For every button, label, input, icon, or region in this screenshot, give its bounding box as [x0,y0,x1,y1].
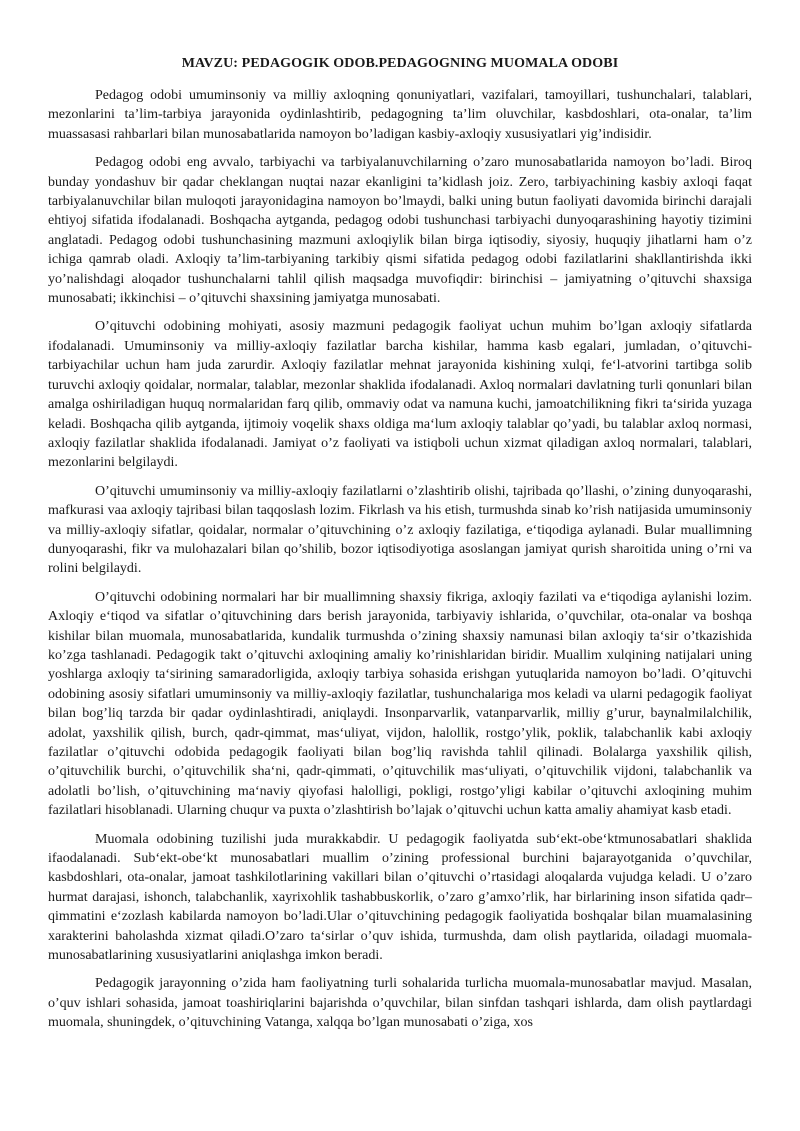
paragraph-2: Pedagog odobi eng avvalo, tarbiyachi va tarbiyalanuvchilarning o’zaro munosabatlarida namoyon bo’ladi. Biroq bunday yondashuv bir qadar cheklangan nuqtai nazar ekanligini ta’kidlash joiz. Zero, tarbiyachining kasbiy axloqi faqat tarbiyalanuvchilar bilan muloqoti jarayonidagina namoyon bo’lmaydi, balki uning butun faoliyati davomida birinchi darajali ehtiyoj sifatida ifodalanadi. Boshqacha aytganda, pedagog odobi tushunchasi tarbiyachi dunyoqarashining hayotiy tizimini anglatadi. Pedagog odobi tushunchasining mazmuni axloqiylik bilan birga iqtisodiy, siyosiy, huquqiy jihatlarni ham o’z ichiga qamrab oladi. Axloqiy ta’lim-tarbiyaning tarkibiy qismi sifatida pedagog odobi fazilatlarini shakllantirishda ikki yo’nalishdagi aloqador tushunchalarni tahlil qilish maqsadga muvofiqdir: birinchisi – jamiyatning o’qituvchi shaxsiga munosabati; ikkinchisi – o’qituvchi shaxsining jamiyatga munosabati. [48,155,752,307]
paragraph-4: O’qituvchi umuminsoniy va milliy-axloqiy fazilatlarni o’zlashtirib olishi, tajribada qo’llashi, o’zining dunyoqarashi, mafkurasi vaa axloqiy tajribasi bilan taqqoslash lozim. Fikrlash va his etish, turmushda sinab ko’rish natijasida umuminsoniy va milliy-axloqiy sifatlar, qoidalar, normalar o’qituvchining o’z axloqiy fazilatiga, e‘tiqodiga aylanadi. Bular muallimning dunyoqarashi, fikr va mulohazalari bilan qo’shilib, bozor iqtisodiyotiga asoslangan jamiyat qurish sharoitida uning o’rni va rolini belgilaydi. [48,483,752,577]
paragraph-6: Muomala odobining tuzilishi juda murakkabdir. U pedagogik faoliyatda sub‘ekt-obe‘ktmunosabatlari shaklida ifaodalanadi. Sub‘ekt-obe‘kt munosabatlari muallim o’zining professional burchini bajarayotganida o’quvchilar, kasbdoshlari, ota-onalar, jamoat tashkilotlarining vakillari bilan o’qituvchi o’rtasidagi aloqalarda vujudga keladi. U o’zaro hurmat darajasi, ishonch, talabchanlik, xayrixohlik tashabbuskorlik, o’zaro g’amxo’rlik, har birlarining inson sifatida qadr–qimmatini e‘zozlash kabilarda namoyon bo’ladi.Ular o’qituvchining pedagogik faoliyatida boshqalar bilan muamalasining xarakterini baholashda xizmat qiladi.O’zaro ta‘sirlar o’quv ishida, turmushda, dam olish paytlarida, oiladagi muomala-munosabatlarining xususiyatlarini aniqlashga imkon beradi. [48,831,752,964]
document-title: MAVZU: PEDAGOGIK ODOB.PEDAGOGNING MUOMALA ODOBI [181,56,619,71]
paragraph-7: Pedagogik jarayonning o’zida ham faoliyatning turli sohalarida turlicha muomala-munosabatlar mavjud. Masalan, o’quv ishlari sohasida, jamoat toashiriqlarini bajarishda o’quvchilar, bilan sinfdan tashqari ishlarda, dam olish paytlardagi muomala, shuningdek, o’qituvchining Vatanga, xalqqa bo’lgan munosabati o’ziga, xos [48,976,752,1031]
paragraph-3: O’qituvchi odobining mohiyati, asosiy mazmuni pedagogik faoliyat uchun muhim bo’lgan axloqiy sifatlarda ifodalanadi. Umuminsoniy va milliy-axloqiy fazilatlar barcha kishilar, hamma kasb egalari, jumladan, o’qituvchi-tarbiyachilar uchun ham juda zarurdir. Axloqiy fazilatlar mehnat jarayonida kishining xulqi, fe‘l-atvorini tartibga solib turuvchi axloqiy qoidalar, normalar, talablar, mezonlar shaklida ifodalanadi. Axloq normalari davlatning turli qonunlari bilan amalga oshiriladigan huquq normalaridan farq qilib, ommaviy odat va namuna kuchi, jamoatchilikning fikri ta‘sirida yuzaga keladi. Boshqacha qilib aytganda, ijtimoiy voqelik shaxs oldiga ma‘lum axloqiy talablar qo’yadi, bu talablar axloq normasi, axloqiy fazilatlar shaklida ifodalanadi. Jamiyat o’z faoliyati va istiqboli uchun xizmat qiladigan axloq normalari, talablari, mezonlarini belgilaydi. [48,319,752,471]
paragraph-5: O’qituvchi odobining normalari har bir muallimning shaxsiy fikriga, axloqiy fazilati va e‘tiqodiga aylanishi lozim. Axloqiy e‘tiqod va sifatlar o’qituvchining dars berish jarayonida, tarbiyaviy ishlarida, o’quvchilar, ota-onalar va boshqa kishilar bilan muomala, munosabatlarida, kundalik turmushda o’zining shaxsiy namunasi bilan axloqiy ta‘sir o’tkazishida ko’zga tashlanadi. Pedagogik takt o’qituvchi axloqining amaliy ko’rinishlaridan biridir. Muallim xulqining natijalari uning yoshlarga axloqiy ta‘sirining samaradorligida, axloqiy tarbiya sohasida erishgan yutuqlarida namoyon bo’ladi. O’qituvchi odobining asosiy sifatlari umuminsoniy va milliy-axloqiy fazilatlar, tushunchalariga mos keladi va ularni pedagogik faoliyat bilan bog’liq tarzda bir qadar oydinlashtiradi, aniqlaydi. Insonparvarlik, vatanparvarlik, milliy g’urur, baynalmilalchilik, adolat, yaxshilik qilish, burch, qadr-qimmat, mas‘uliyat, vijdon, halollik, rostgo’ylik, poklik, talabchanlik kabi axloqiy fazilatlar o’qituvchi odobida pedagogik faoliyati bilan bog’liq ravishda tahlil qilinadi. Bolalarga yaxshilik qilish, o’qituvchilik burchi, o’qituvchilik sha‘ni, qadr-qimmati, o’qituvchilik mas‘uliyati, o’qituvchilik vijdoni, talabchanlik va adolatli bo’lish, o’qituvchining ma‘naviy qiyofasi halolligi, pokligi, rostgo’yligi kabilar o’qituvchi axloqining muhim fazilatlari hisoblanadi. Ularning chuqur va puxta o’zlashtirish bo’lajak o’qituvchi uchun katta amaliy ahamiyat kasb etadi. [48,589,752,819]
paragraph-1: Pedagog odobi umuminsoniy va milliy axloqning qonuniyatlari, vazifalari, tamoyillari, tushunchalari, talablari, mezonlarini ta’lim-tarbiya jarayonida oydinlashtirib, pedagogning ta’lim oluvchilar, kasbdoshlari, ota-onalar, ta’lim muassasasi rahbarlari bilan munosabatlarida namoyon bo’ladigan kasbiy-axloqiy xususiyatlari yig’indisidir. [48,88,752,142]
